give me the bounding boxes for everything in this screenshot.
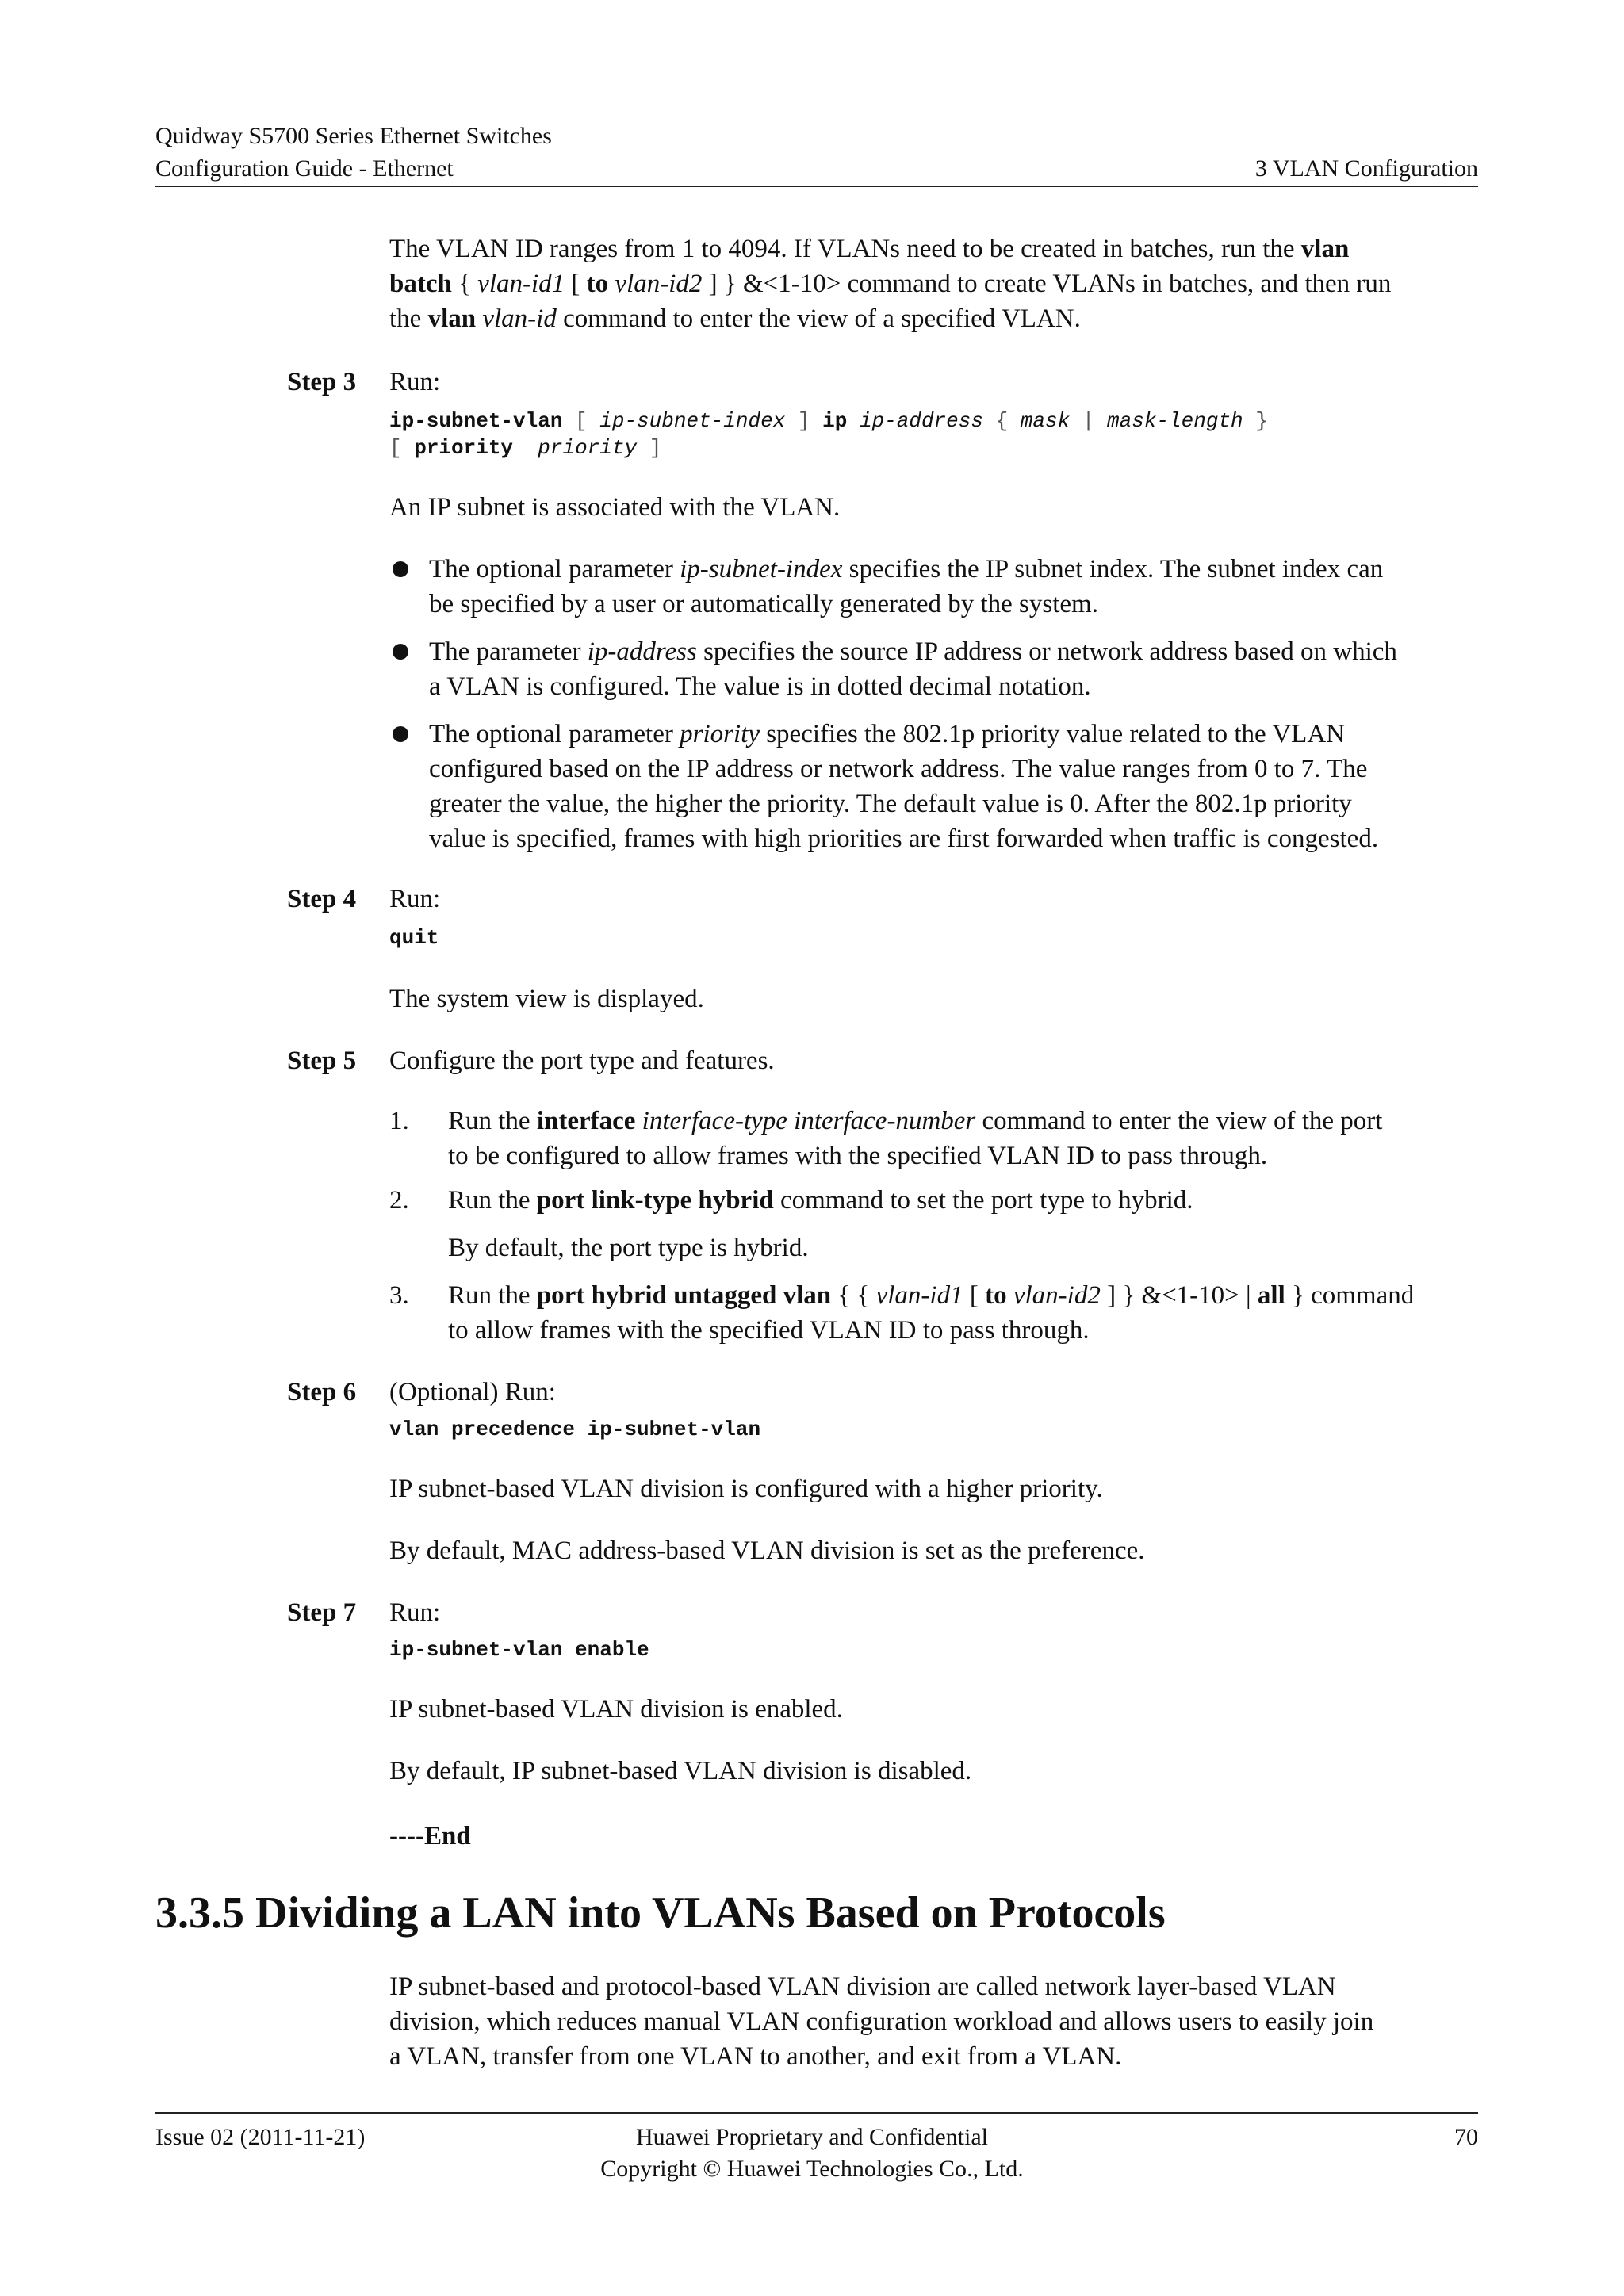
bullet-item	[389, 634, 1478, 704]
numbered-item-note	[389, 1230, 1478, 1265]
item-text: { {	[831, 1281, 876, 1310]
bullet-text: greater the value, the higher the priority. The default value is 0. After the 802.1p priority	[429, 790, 1352, 818]
bullet-dot-icon	[393, 644, 408, 660]
intro-text: {	[451, 270, 478, 298]
bullet-param: ip-address	[587, 637, 697, 666]
cmd-param: ip-address	[859, 409, 983, 433]
step-7-default: By default, IP subnet-based VLAN division is disabled.	[389, 1757, 972, 1785]
bullet-item	[389, 717, 1478, 856]
step-4-run: Run:	[389, 885, 441, 913]
step-5-label: Step 5	[287, 1047, 357, 1075]
intro-text: the	[389, 304, 428, 333]
bullet-text: specifies the source IP address or network address based on which	[696, 637, 1397, 666]
intro-keyword: vlan	[427, 304, 477, 333]
intro-text: The VLAN ID ranges from 1 to 4094. If VLANs need to be created in batches, run the	[389, 235, 1301, 263]
intro-paragraph	[389, 232, 1478, 336]
bullet-text: value is specified, frames with high priorities are first forwarded when traffic is congested.	[429, 825, 1379, 853]
item-param: interface-type interface-number	[642, 1107, 976, 1135]
numbered-item	[389, 1278, 1478, 1348]
cmd-param: mask-length	[1107, 409, 1243, 433]
item-text	[635, 1107, 642, 1135]
step-4-description: The system view is displayed.	[389, 985, 704, 1013]
intro-keyword: vlan	[1300, 235, 1350, 263]
cmd-keyword: ip-subnet-vlan	[389, 409, 563, 433]
item-text: command to enter the view of the port	[975, 1107, 1383, 1135]
intro-keyword: batch	[389, 270, 452, 298]
item-text: Run the	[448, 1186, 537, 1215]
step-6-label: Step 6	[287, 1378, 357, 1406]
cmd-bracket: ]	[785, 409, 823, 433]
bullet-dot-icon	[393, 561, 408, 577]
step-7-description: IP subnet-based VLAN division is enabled.	[389, 1695, 843, 1724]
cmd-bracket: [	[389, 436, 415, 460]
footer-issue: Issue 02 (2011-11-21)	[155, 2124, 366, 2150]
bullet-text: configured based on the IP address or network address. The value ranges from 0 to 7. The	[429, 755, 1368, 783]
item-keyword: to	[985, 1281, 1007, 1310]
intro-param: vlan-id2	[615, 270, 703, 298]
step-7-label: Step 7	[287, 1598, 357, 1627]
step-4-label: Step 4	[287, 885, 357, 913]
header-guide: Configuration Guide - Ethernet	[155, 155, 454, 182]
footer-page-number: 70	[1454, 2124, 1478, 2150]
item-text: Run the	[448, 1107, 537, 1135]
intro-param: vlan-id1	[477, 270, 565, 298]
step-3-command	[389, 408, 1478, 461]
step-7-command: ip-subnet-vlan enable	[389, 1638, 649, 1662]
item-text	[1007, 1281, 1013, 1310]
bullet-text: The optional parameter	[429, 555, 680, 584]
intro-text: ] } &<1-10> command to create VLANs in batches, and then run	[702, 270, 1392, 298]
bullet-param: priority	[680, 720, 760, 748]
item-keyword: all	[1257, 1281, 1285, 1310]
cmd-param: priority	[538, 436, 638, 460]
item-text: ] } &<1-10> |	[1100, 1281, 1258, 1310]
section-text: division, which reduces manual VLAN configuration workload and allows users to easily join	[389, 2007, 1374, 2036]
bullet-text: be specified by a user or automatically generated by the system.	[429, 590, 1098, 618]
step-6-command: vlan precedence ip-subnet-vlan	[389, 1418, 761, 1441]
cmd-bracket: [	[562, 409, 600, 433]
cmd-keyword: ip	[822, 409, 848, 433]
bullet-item	[389, 552, 1478, 622]
intro-text: [	[565, 270, 587, 298]
item-number: 2.	[389, 1186, 409, 1215]
step-5-description: Configure the port type and features.	[389, 1047, 775, 1075]
cmd-keyword: priority	[414, 436, 514, 460]
bullet-text: The optional parameter	[429, 720, 680, 748]
step-3-description: An IP subnet is associated with the VLAN.	[389, 493, 841, 522]
bullet-text: specifies the IP subnet index. The subnet index can	[842, 555, 1384, 584]
cmd-bracket: {	[982, 409, 1021, 433]
bullet-dot-icon	[393, 726, 408, 742]
bullet-text: The parameter	[429, 637, 588, 666]
item-number: 3.	[389, 1281, 409, 1310]
intro-text: command to enter the view of a specified VLAN.	[556, 304, 1081, 333]
item-text: } command	[1285, 1281, 1415, 1310]
step-6-default: By default, MAC address-based VLAN division is set as the preference.	[389, 1536, 1145, 1565]
header-product: Quidway S5700 Series Ethernet Switches	[155, 123, 552, 149]
step-6-description: IP subnet-based VLAN division is configured with a higher priority.	[389, 1475, 1103, 1503]
step-3-label: Step 3	[287, 368, 357, 396]
item-text: command to set the port type to hybrid.	[773, 1186, 1193, 1215]
footer-divider	[155, 2112, 1478, 2114]
bullet-param: ip-subnet-index	[680, 555, 843, 584]
intro-keyword: to	[586, 270, 609, 298]
item-note: By default, the port type is hybrid.	[448, 1234, 809, 1262]
section-text: a VLAN, transfer from one VLAN to another, and exit from a VLAN.	[389, 2042, 1122, 2071]
item-text: to allow frames with the specified VLAN ID to pass through.	[448, 1316, 1090, 1345]
item-text: Run the	[448, 1281, 537, 1310]
item-text: [	[963, 1281, 986, 1310]
section-heading: 3.3.5 Dividing a LAN into VLANs Based on Protocols	[155, 1888, 1166, 1938]
item-param: vlan-id1	[875, 1281, 963, 1310]
cmd-space	[847, 409, 860, 433]
cmd-bracket: |	[1070, 409, 1108, 433]
section-text: IP subnet-based and protocol-based VLAN division are called network layer-based VLAN	[389, 1973, 1336, 2001]
step-3-run: Run:	[389, 368, 441, 396]
item-keyword: interface	[536, 1107, 636, 1135]
section-paragraph	[389, 1969, 1478, 2074]
bullet-text: specifies the 802.1p priority value related to the VLAN	[759, 720, 1345, 748]
footer-confidential	[0, 2122, 1624, 2185]
numbered-item	[389, 1104, 1478, 1173]
bullet-text: a VLAN is configured. The value is in dotted decimal notation.	[429, 672, 1091, 701]
numbered-item	[389, 1183, 1478, 1218]
cmd-param: mask	[1020, 409, 1071, 433]
footer-copyright: Copyright © Huawei Technologies Co., Ltd.	[600, 2156, 1024, 2182]
footer-confidential-text: Huawei Proprietary and Confidential	[635, 2124, 989, 2150]
cmd-bracket: ]	[637, 436, 662, 460]
item-text: to be configured to allow frames with the specified VLAN ID to pass through.	[448, 1142, 1268, 1170]
cmd-param: ip-subnet-index	[599, 409, 786, 433]
header-row	[155, 153, 1478, 185]
end-marker: ----End	[389, 1822, 471, 1850]
step-7-run: Run:	[389, 1598, 441, 1627]
header-chapter: 3 VLAN Configuration	[1254, 155, 1478, 182]
step-6-run: (Optional) Run:	[389, 1378, 556, 1406]
cmd-space	[513, 436, 538, 460]
item-keyword: port link-type hybrid	[536, 1186, 774, 1215]
item-keyword: port hybrid untagged vlan	[536, 1281, 832, 1310]
cmd-bracket: }	[1243, 409, 1268, 433]
intro-param: vlan-id	[482, 304, 557, 333]
item-param: vlan-id2	[1013, 1281, 1101, 1310]
item-number: 1.	[389, 1107, 409, 1135]
header-divider	[155, 186, 1478, 187]
step-4-command: quit	[389, 926, 439, 950]
